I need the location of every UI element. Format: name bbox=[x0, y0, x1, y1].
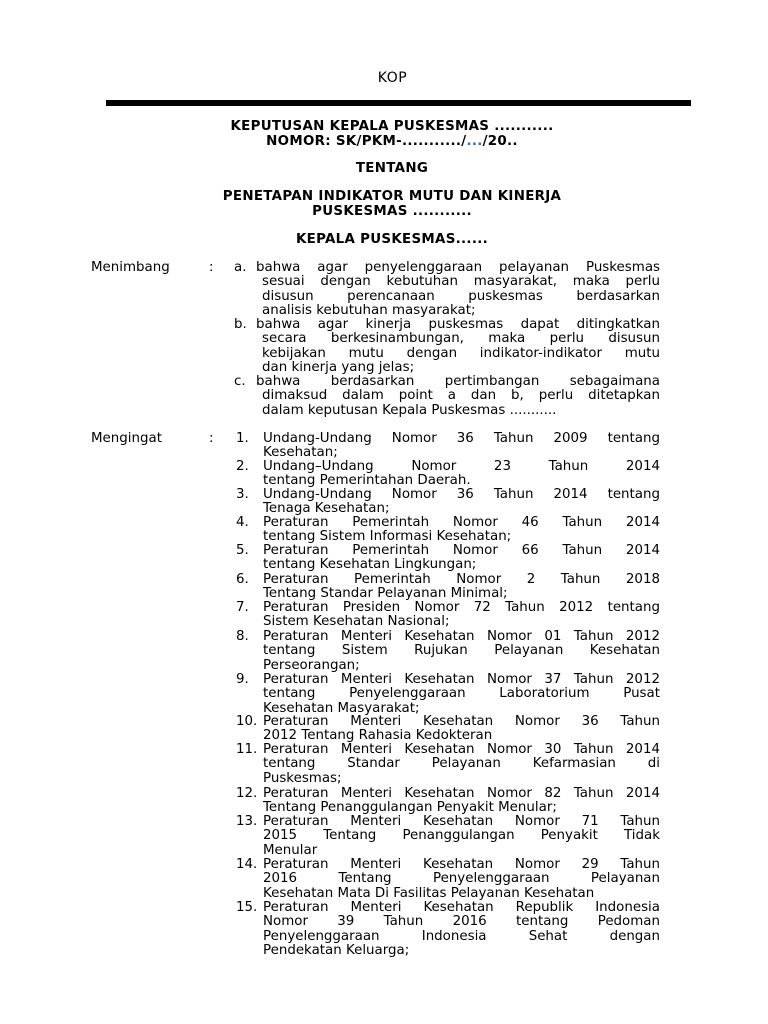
mengingat-item-marker: 10. bbox=[236, 714, 258, 729]
decree-number-suffix: /20.. bbox=[482, 134, 518, 149]
mengingat-item-line: Peraturan Pemerintah Nomor 2 Tahun 2018 bbox=[263, 572, 660, 587]
decree-title: KEPUTUSAN KEPALA PUSKESMAS ........... bbox=[230, 119, 554, 134]
mengingat-item-line: tentang Kesehatan Lingkungan; bbox=[263, 557, 477, 573]
mengingat-item-marker: 8. bbox=[236, 629, 249, 644]
mengingat-item-line: Undang-Undang Nomor 36 Tahun 2014 tentang bbox=[263, 487, 660, 502]
mengingat-item-line: Peraturan Presiden Nomor 72 Tahun 2012 tentang bbox=[263, 600, 660, 615]
mengingat-label: Mengingat bbox=[91, 431, 162, 446]
mengingat-item-marker: 1. bbox=[236, 431, 249, 446]
head-of-puskesmas: KEPALA PUSKESMAS...... bbox=[296, 232, 488, 247]
mengingat-item-marker: 9. bbox=[236, 672, 249, 687]
mengingat-item-line: Peraturan Menteri Kesehatan Nomor 01 Tahun 2012 bbox=[263, 629, 660, 644]
mengingat-item-line: Perseorangan; bbox=[263, 657, 360, 673]
mengingat-item-line: Kesehatan; bbox=[263, 445, 338, 461]
mengingat-item-line: Menular bbox=[263, 842, 318, 858]
mengingat-item-marker: 4. bbox=[236, 515, 249, 530]
mengingat-item-line: Peraturan Menteri Kesehatan Nomor 71 Tahun bbox=[263, 814, 660, 829]
mengingat-item-line: Kesehatan Masyarakat; bbox=[263, 700, 420, 716]
menimbang-item-marker: c. bbox=[234, 374, 246, 389]
letterhead-rule bbox=[106, 100, 691, 106]
decree-number-prefix: NOMOR: SK/PKM-.........../ bbox=[266, 134, 467, 149]
mengingat-item-line: tentang Sistem Rujukan Pelayanan Kesehatan bbox=[263, 643, 660, 659]
mengingat-item-line: Puskesmas; bbox=[263, 770, 342, 786]
mengingat-item-line: Peraturan Menteri Kesehatan Republik Indonesia bbox=[263, 900, 660, 915]
mengingat-item-line: tentang Pemerintahan Daerah. bbox=[263, 473, 471, 489]
subject-line-2: PUSKESMAS ........... bbox=[312, 204, 472, 219]
mengingat-item-line: Peraturan Menteri Kesehatan Nomor 37 Tahun 2012 bbox=[263, 672, 660, 687]
mengingat-item-line: Peraturan Pemerintah Nomor 66 Tahun 2014 bbox=[263, 543, 660, 558]
mengingat-item-marker: 6. bbox=[236, 572, 249, 587]
letterhead-kop: KOP bbox=[377, 70, 408, 86]
subject-line-1: PENETAPAN INDIKATOR MUTU DAN KINERJA bbox=[222, 189, 562, 204]
mengingat-item-line: Pendekatan Keluarga; bbox=[263, 942, 410, 958]
mengingat-item-line: Penyelenggaraan Indonesia Sehat dengan bbox=[263, 928, 660, 944]
mengingat-item-marker: 12. bbox=[236, 786, 258, 801]
menimbang-item-line: bahwa berdasarkan pertimbangan sebagaimana bbox=[256, 374, 660, 389]
menimbang-item-line: kebijakan mutu dengan indikator-indikator mutu bbox=[262, 345, 660, 361]
mengingat-item-marker: 3. bbox=[236, 487, 249, 502]
mengingat-item-line: tentang Standar Pelayanan Kefarmasian di bbox=[263, 756, 660, 772]
mengingat-item-line: Sistem Kesehatan Nasional; bbox=[263, 614, 450, 630]
mengingat-item-line: Tentang Standar Pelayanan Minimal; bbox=[263, 586, 508, 602]
mengingat-item-line: Tentang Penanggulangan Penyakit Menular; bbox=[263, 800, 557, 816]
mengingat-item-line: Tenaga Kesehatan; bbox=[263, 501, 390, 517]
mengingat-item-line: Kesehatan Mata Di Fasilitas Pelayanan Kesehatan bbox=[263, 885, 595, 901]
mengingat-item-marker: 11. bbox=[236, 742, 258, 757]
mengingat-item-line: 2012 Tentang Rahasia Kedokteran bbox=[263, 728, 493, 744]
mengingat-item-marker: 2. bbox=[236, 459, 249, 474]
menimbang-label: Menimbang bbox=[91, 260, 170, 275]
menimbang-item-line: dan kinerja yang jelas; bbox=[262, 359, 415, 375]
mengingat-item-line: Undang-Undang Nomor 36 Tahun 2009 tentang bbox=[263, 431, 660, 446]
mengingat-item-line: 2016 Tentang Penyelenggaraan Pelayanan bbox=[263, 871, 660, 887]
mengingat-item-marker: 15. bbox=[236, 900, 258, 915]
mengingat-item-line: tentang Penyelenggaraan Laboratorium Pusat bbox=[263, 686, 660, 702]
menimbang-item-line: disusun perencanaan puskesmas berdasarkan bbox=[262, 288, 660, 304]
mengingat-item-marker: 13. bbox=[236, 814, 258, 829]
mengingat-item-line: Peraturan Menteri Kesehatan Nomor 36 Tahun bbox=[263, 714, 660, 729]
menimbang-item-line: secara berkesinambungan, maka perlu disusun bbox=[262, 331, 660, 347]
menimbang-item-line: dalam keputusan Kepala Puskesmas ........... bbox=[262, 402, 557, 418]
decree-number bbox=[80, 135, 704, 150]
mengingat-item-line: Undang–Undang Nomor 23 Tahun 2014 bbox=[263, 459, 660, 474]
menimbang-item-marker: b. bbox=[234, 317, 247, 332]
menimbang-item-line: bahwa agar kinerja puskesmas dapat ditingkatkan bbox=[256, 317, 660, 332]
menimbang-item-marker: a. bbox=[234, 260, 247, 275]
mengingat-item-marker: 14. bbox=[236, 857, 258, 872]
decree-number-placeholder: ... bbox=[466, 134, 483, 149]
menimbang-colon: : bbox=[209, 260, 214, 275]
mengingat-item-marker: 5. bbox=[236, 543, 249, 558]
tentang-heading: TENTANG bbox=[355, 161, 429, 176]
menimbang-item-line: sesuai dengan kebutuhan masyarakat, maka perlu bbox=[262, 274, 660, 290]
menimbang-item-line: bahwa agar penyelenggaraan pelayanan Puskesmas bbox=[256, 260, 660, 275]
mengingat-colon: : bbox=[209, 431, 214, 446]
mengingat-item-line: Nomor 39 Tahun 2016 tentang Pedoman bbox=[263, 914, 660, 930]
mengingat-item-line: Peraturan Menteri Kesehatan Nomor 82 Tahun 2014 bbox=[263, 786, 660, 801]
mengingat-item-line: Peraturan Menteri Kesehatan Nomor 29 Tahun bbox=[263, 857, 660, 872]
mengingat-item-line: Peraturan Pemerintah Nomor 46 Tahun 2014 bbox=[263, 515, 660, 530]
menimbang-item-line: dimaksud dalam point a dan b, perlu ditetapkan bbox=[262, 388, 660, 404]
mengingat-item-line: tentang Sistem Informasi Kesehatan; bbox=[263, 529, 512, 545]
mengingat-item-line: 2015 Tentang Penanggulangan Penyakit Tidak bbox=[263, 828, 660, 844]
mengingat-item-marker: 7. bbox=[236, 600, 249, 615]
mengingat-item-line: Peraturan Menteri Kesehatan Nomor 30 Tahun 2014 bbox=[263, 742, 660, 757]
menimbang-item-line: analisis kebutuhan masyarakat; bbox=[262, 302, 476, 318]
